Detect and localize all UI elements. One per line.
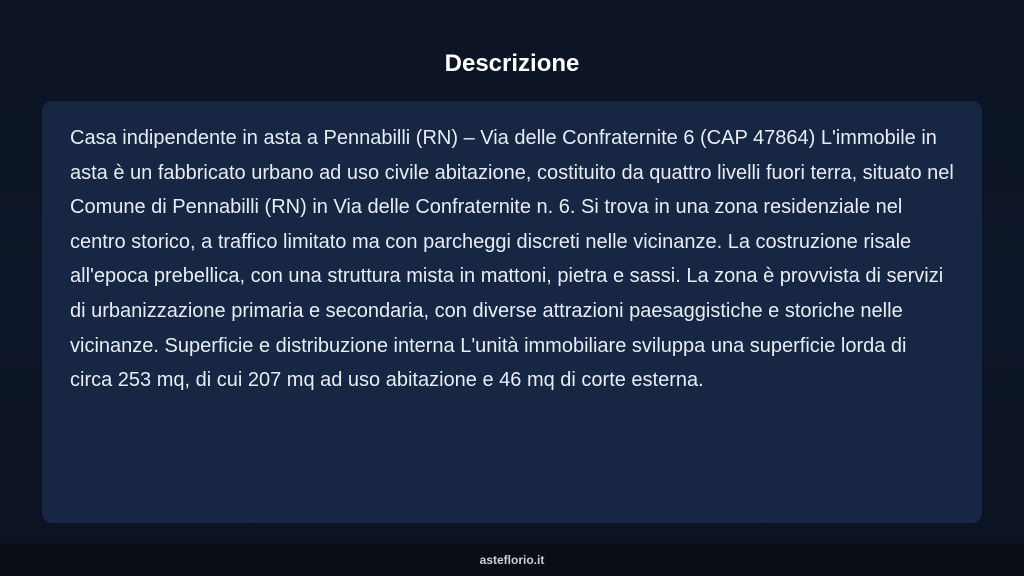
description-text: Casa indipendente in asta a Pennabilli (RN) – Via delle Confraternite 6 (CAP 47864) L'immobile in asta è un fabbricato urbano ad uso civile abitazione, costituito da quattro livelli fuori terra, situato nel Comune di Pennabilli (RN) in Via delle Confraternite n. 6. Si trova in una zona residenziale nel centro storico, a traffico limitato ma con parcheggi discreti nelle vicinanze. La costruzione risale all'epoca prebellica, con una struttura mista in mattoni, pietra e sassi. La zona è provvista di servizi di urbanizzazione primaria e secondaria, con diverse attrazioni paesaggistiche e storiche nelle vicinanze. Superficie e distribuzione interna L'unità immobiliare sviluppa una superficie lorda di circa 253 mq, di cui 207 mq ad uso abitazione e 46 mq di corte esterna.: [70, 127, 954, 392]
page-title: Descrizione: [444, 50, 580, 77]
description-card: [42, 101, 982, 523]
footer-site-link[interactable]: asteflorio.it: [479, 553, 545, 567]
footer-bar: [0, 544, 1024, 576]
